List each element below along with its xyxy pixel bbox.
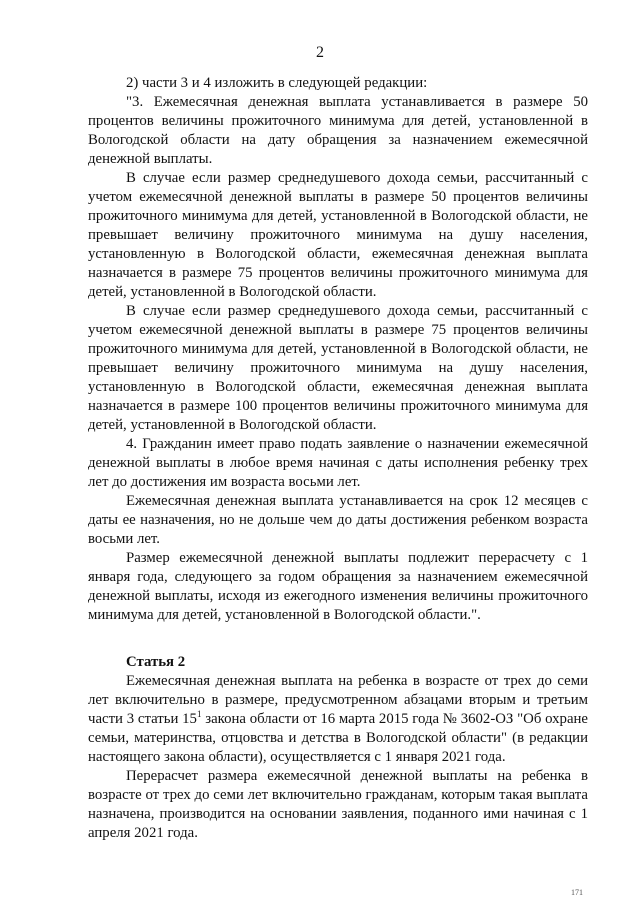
article-heading: Статья 2 bbox=[126, 654, 186, 670]
paragraph: 4. Гражданин имеет право подать заявление о назначении ежемесячной денежной выплаты в любое время начиная с даты исполнения ребенку трех лет до достижения им возраста восьми лет. bbox=[88, 436, 588, 490]
footer-mark: 171 bbox=[571, 888, 583, 897]
document-body bbox=[88, 74, 588, 843]
paragraph: В случае если размер среднедушевого дохода семьи, рассчитанный с учетом ежемесячной денежной выплаты в размере 50 процентов величины прожиточного минимума для детей, установленной в Вологодской области, не превышает величину прожиточного минимума на душу населения, установленную в Вологодской области, ежемесячная денежная выплата назначается в размере 75 процентов величины прожиточного минимума для детей, установленной в Вологодской области. bbox=[88, 170, 588, 300]
paragraph: "3. Ежемесячная денежная выплата устанавливается в размере 50 процентов величины прожиточного минимума для детей, установленной в Вологодской области на дату обращения за назначением ежемесячной денежной выплаты. bbox=[88, 94, 588, 167]
superscript: 1 bbox=[196, 709, 202, 720]
paragraph-text: закона области от 16 марта 2015 года № 3602-ОЗ "Об охране семьи, материнства, отцовства и детства в Вологодской области" (в редакции настоящего закона области), осуществляется с 1 января 2021 года. bbox=[88, 711, 588, 765]
paragraph: Перерасчет размера ежемесячной денежной выплаты на ребенка в возрасте от трех до семи лет включительно гражданам, которым такая выплата назначена, производится на основании заявления, поданного ими начиная с 1 апреля 2021 года. bbox=[88, 768, 588, 841]
paragraph: Размер ежемесячной денежной выплаты подлежит перерасчету с 1 января года, следующего за годом обращения за назначением ежемесячной денежной выплаты, исходя из ежегодного изменения величины прожиточного минимума для детей, установленной в Вологодской области.". bbox=[88, 550, 588, 623]
paragraph: Ежемесячная денежная выплата устанавливается на срок 12 месяцев с даты ее назначения, но не дольше чем до даты достижения ребенком возраста восьми лет. bbox=[88, 493, 588, 547]
paragraph-text: Ежемесячная денежная выплата на ребенка в возрасте от трех до семи лет включительно в размере, предусмотренном абзацами вторым и третьим части 3 статьи 15 bbox=[88, 673, 588, 727]
page-number: 2 bbox=[316, 44, 324, 61]
paragraph: 2) части 3 и 4 изложить в следующей редакции: bbox=[126, 75, 428, 91]
paragraph bbox=[88, 672, 588, 767]
paragraph: В случае если размер среднедушевого дохода семьи, рассчитанный с учетом ежемесячной денежной выплаты в размере 75 процентов величины прожиточного минимума для детей, установленной в Вологодской области, не превышает величину прожиточного минимума на душу населения, установленную в Вологодской области, ежемесячная денежная выплата назначается в размере 100 процентов величины прожиточного минимума для детей, установленной в Вологодской области. bbox=[88, 303, 588, 433]
